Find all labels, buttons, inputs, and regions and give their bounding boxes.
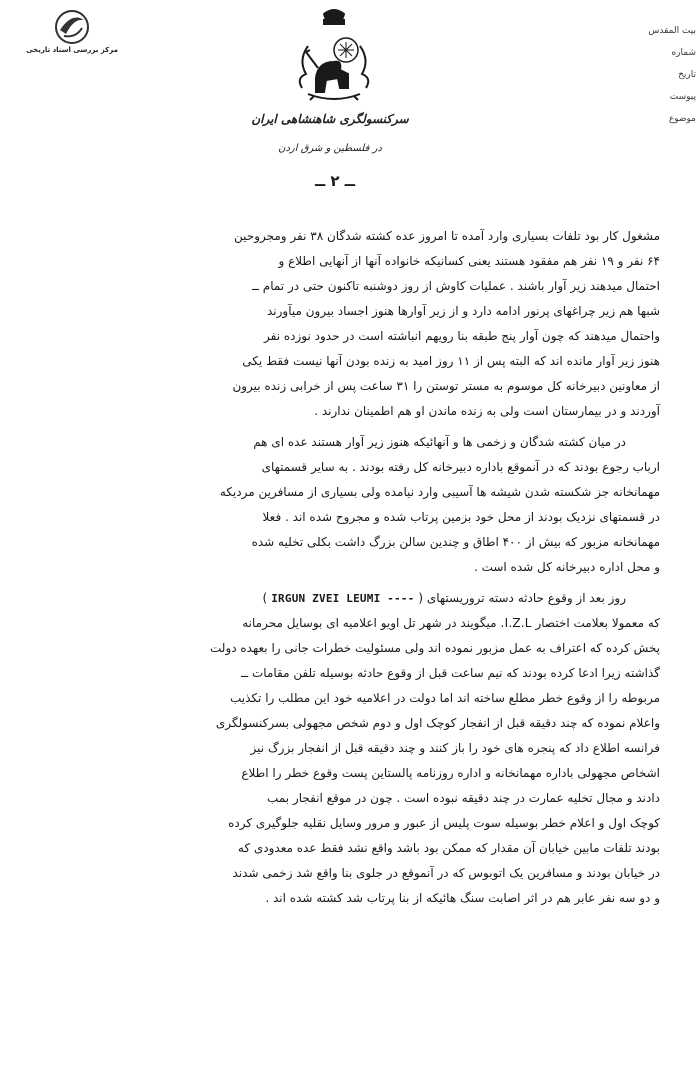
body-line: در میان کشته شدگان و زخمی ها و آنهائیکه هنوز زیر آوار هستند عده ای هم xyxy=(253,435,626,449)
body-line: شبها هم زیر چراغهای پرنور ادامه دارد و از زیر آوارها هنوز اجساد بیرون میآورند xyxy=(267,304,660,318)
body-line: ارباب رجوع بودند که در آنموقع باداره دبیرخانه کل رفته بودند . به سایر قسمتهای xyxy=(261,460,660,474)
body-line: در قسمتهای نزدیک بودند از محل خود بزمین پرتاب شده و مجروح شده اند . فعلا xyxy=(262,510,660,524)
body-line: در خیابان بودند و مسافرین یک اتوبوس که در آنموقع در جلوی بنا واقع شد زخمی شدند xyxy=(232,866,660,880)
body-line: و محل اداره دبیرخانه کل شده است . xyxy=(473,560,660,574)
body-line: بودند تلفات مابین خیابان آن مقدار که ممکن بود باشد واقع نشد فقط عده معدودی که xyxy=(237,841,660,855)
irgun-prefix: روز بعد از وقوع حادثه دسته تروریستهای ( xyxy=(418,591,626,605)
page-number: ــ ۲ ــ xyxy=(314,172,356,190)
body-line: دادند و مجال تخلیه عمارت در چند دقیقه نبوده است . چون در موقع انفجار بمب xyxy=(267,791,660,805)
body-line: مهمانخانه مزبور که بیش از ۴۰۰ اطاق و چندین سالن بزرگ داشت بکلی تخلیه شده xyxy=(251,535,660,549)
body-line: ۶۴ نفر و ۱۹ نفر هم مفقود هستند یعنی کسانیکه خانواده آنها از آنهایی اطلاع و xyxy=(278,254,660,268)
body-line: هنوز زیر آوار مانده اند که البته پس از ۱۱ روز امید به زنده بودن آنها نیست فقط یکی xyxy=(242,354,660,368)
body-line: اشخاص مجهولی باداره مهمانخانه و اداره روزنامه پالستاین پست وقوع خطر را اطلاع xyxy=(241,766,660,780)
header-organization: سرکنسولگری شاهنشاهی ایران xyxy=(251,112,409,126)
meta-field-attachment: پیوست xyxy=(669,92,696,102)
header-jurisdiction: در فلسطین و شرق اردن xyxy=(278,143,382,154)
body-line: مهمانخانه جز شکسته شدن شیشه ها آسیبی وارد نیامده ولی بسیاری از مسافرین مردیکه xyxy=(219,485,660,499)
body-line: احتمال میدهند زیر آوار باشند . عملیات کاوش از روز دوشنبه تاکنون حتی در تمام ــ xyxy=(251,279,660,293)
body-line: و دو سه نفر عابر هم در اثر اصابت سنگ هائیکه از بنا پرتاب شد کشته شده اند . xyxy=(265,891,660,905)
irgun-latin-name: IRGUN ZVEI LEUMI ---- xyxy=(271,592,415,605)
body-line: مشغول کار بود تلفات بسیاری وارد آمده تا امروز عده کشته شدگان ۳۸ نفر ومجروحین xyxy=(234,229,660,243)
letterhead-fields xyxy=(596,20,696,130)
meta-field-subject: موضوع xyxy=(668,114,696,124)
body-line: آوردند و در بیمارستان است ولی به زنده ماندن او هم اطمینان ندارند . xyxy=(314,404,660,418)
lion-and-sun-emblem-icon xyxy=(288,8,380,108)
meta-field-date: تاریخ xyxy=(678,70,696,80)
archive-emblem-icon xyxy=(52,8,92,46)
meta-field-number: شماره xyxy=(671,48,696,58)
body-line: که معمولا بعلامت اختصار I.Z.L. میگویند در شهر تل اویو اعلامیه ای بوسایل محرمانه xyxy=(242,616,660,630)
archive-logo xyxy=(22,8,122,58)
body-line: واعلام نموده که چند دقیقه قبل از انفجار کوچک اول و دوم شخص مجهولی بسرکنسولگری xyxy=(215,716,660,730)
irgun-suffix: ) xyxy=(262,591,268,605)
irgun-line xyxy=(40,586,660,611)
body-line: پخش کرده که اعتراف به عمل مزبور نموده اند ولی مسئولیت خطرات جانی را بعهده دولت xyxy=(210,641,660,655)
meta-field-city: بیت المقدس xyxy=(648,26,696,36)
body-line: واحتمال میدهند که چون آوار پنج طبقه بنا رویهم انباشته است در حدود نوزده نفر xyxy=(264,329,660,343)
body-line: گذاشته زیرا ادعا کرده بودند که نیم ساعت قبل از وقوع حادثه بوسیله تلفن مقامات ــ xyxy=(241,666,660,680)
archive-caption: مرکز بررسی اسناد تاریخی xyxy=(26,46,118,54)
body-line: از معاونین دبیرخانه کل موسوم به مستر توستن را ۳۱ ساعت پس از خرابی زنده بیرون xyxy=(232,379,660,393)
body-line: کوچک اول و اعلام خطر بوسیله سوت پلیس از عبور و مرور وسایل نقلیه جلوگیری کرده xyxy=(228,816,660,830)
letter-body xyxy=(40,224,660,911)
body-line: مربوطه را از وقوع خطر مطلع ساخته اند اما دولت در اعلامیه خود این مطلب را تکذیب xyxy=(229,691,660,705)
body-line: فرانسه اطلاع داد که پنجره های خود را باز کنند و چند دقیقه قبل از انفجار بزرگ نیز xyxy=(250,741,660,755)
